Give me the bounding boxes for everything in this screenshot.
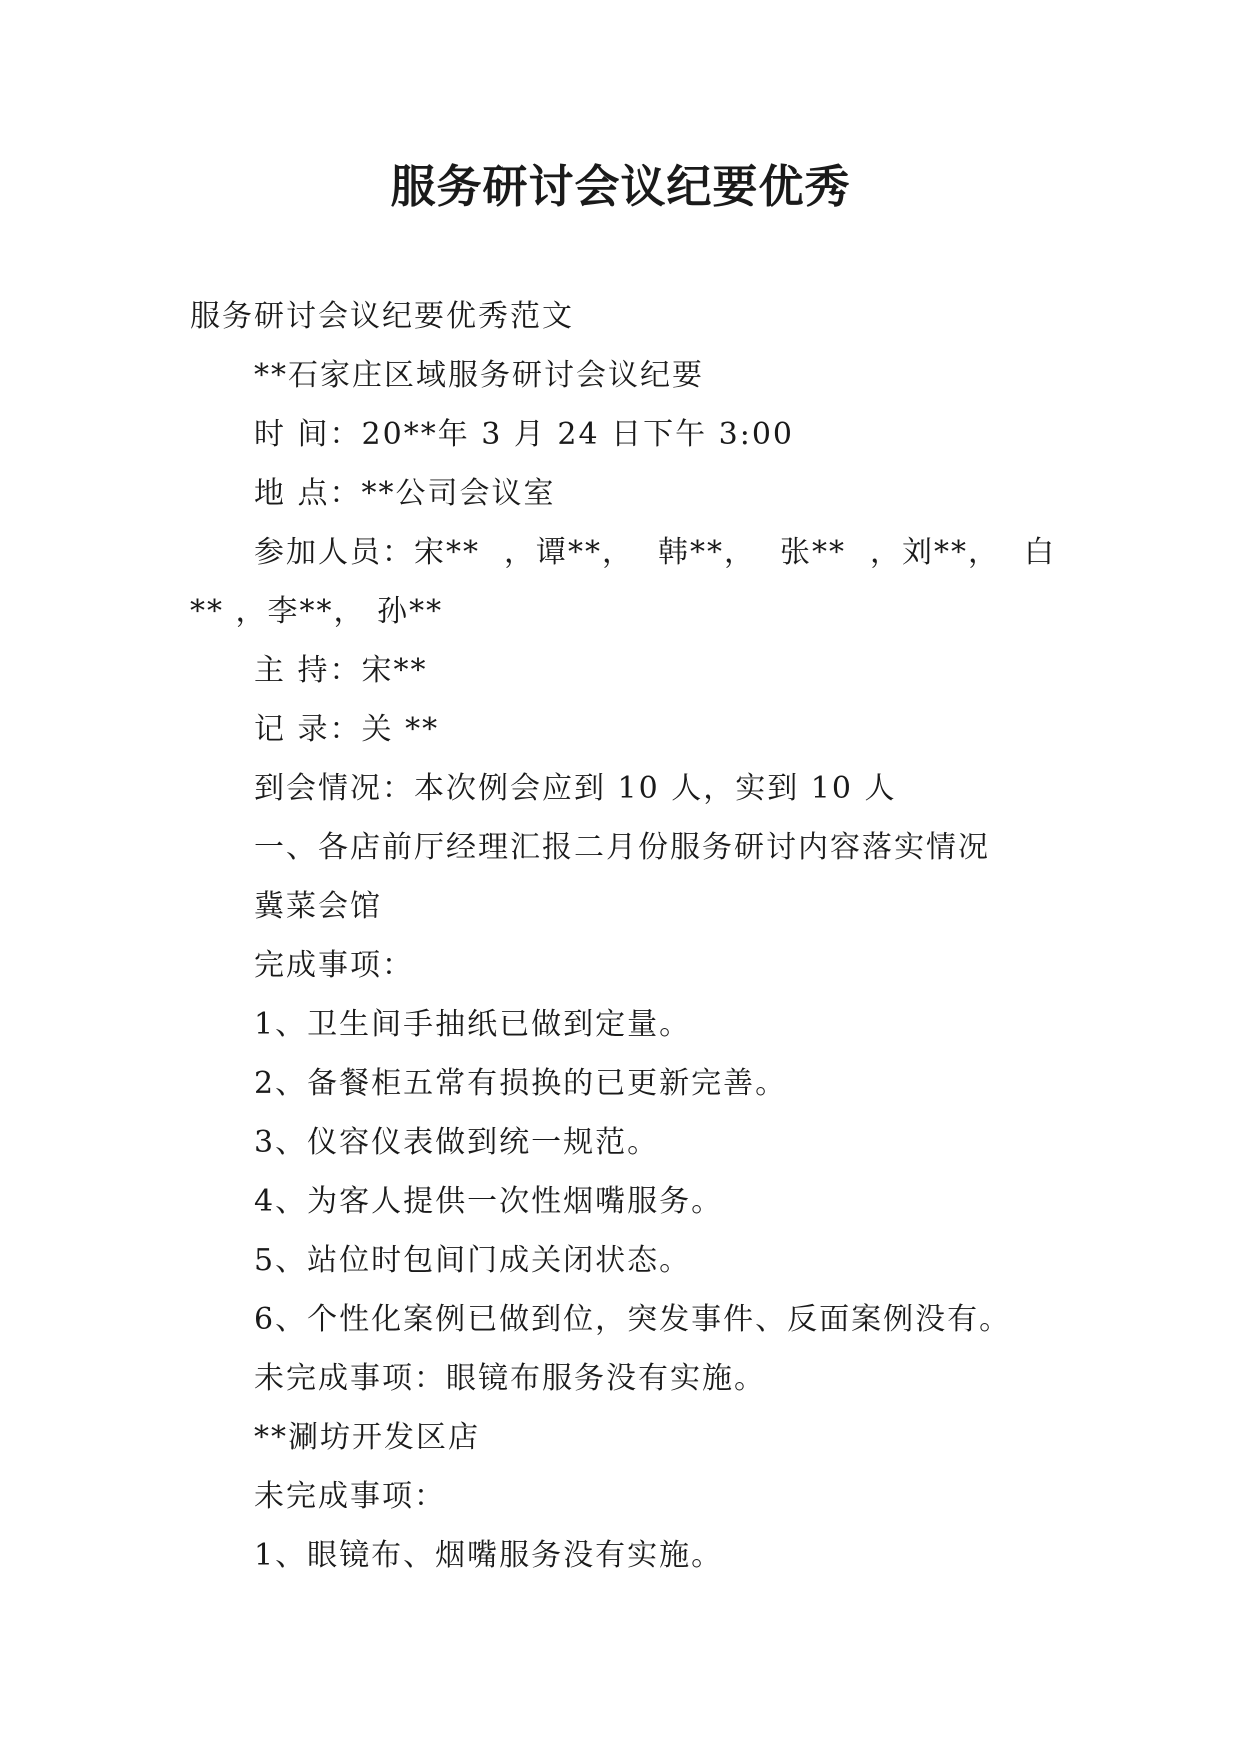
meeting-attendance: 到会情况：本次例会应到 10 人，实到 10 人: [254, 771, 897, 806]
done-item: 3、仪容仪表做到统一规范。: [254, 1125, 660, 1160]
undone-label: 未完成事项：: [254, 1479, 446, 1514]
document-body: [190, 287, 1056, 1585]
done-item: 6、个性化案例已做到位，突发事件、反面案例没有。: [254, 1302, 1012, 1337]
attendees-part: 参加人员：宋**: [254, 535, 480, 570]
undone-summary: 未完成事项：眼镜布服务没有实施。: [254, 1361, 766, 1396]
meeting-time: 时 间：20**年 3 月 24 日下午 3:00: [254, 417, 795, 452]
meeting-attendees-line1: [190, 523, 1056, 582]
meeting-place: 地 点：**公司会议室: [254, 476, 556, 511]
attendees-part: ，刘**，: [870, 535, 1000, 570]
attendees-part: 韩**，: [658, 535, 756, 570]
document-subtitle: 服务研讨会议纪要优秀范文: [190, 299, 574, 334]
meeting-attendees-line2: ** ，李**， 孙**: [190, 594, 444, 629]
undone-item: 1、眼镜布、烟嘴服务没有实施。: [254, 1538, 724, 1573]
store-name: 冀菜会馆: [254, 889, 382, 924]
done-item: 5、站位时包间门成关闭状态。: [254, 1243, 692, 1278]
done-item: 1、卫生间手抽纸已做到定量。: [254, 1007, 692, 1042]
attendees-part: ，谭**，: [504, 535, 634, 570]
meeting-recorder: 记 录：关 **: [254, 712, 440, 747]
done-item: 2、备餐柜五常有损换的已更新完善。: [254, 1066, 788, 1101]
done-item: 4、为客人提供一次性烟嘴服务。: [254, 1184, 724, 1219]
meeting-heading: **石家庄区域服务研讨会议纪要: [254, 358, 704, 393]
attendees-part: 张**: [780, 535, 846, 570]
store-name: **涮坊开发区店: [254, 1420, 480, 1455]
document-title: 服务研讨会议纪要优秀: [390, 160, 851, 213]
meeting-host: 主 持：宋**: [254, 653, 428, 688]
attendees-part: 白: [1024, 535, 1056, 570]
section-title: 一、各店前厅经理汇报二月份服务研讨内容落实情况: [254, 830, 990, 865]
done-label: 完成事项：: [254, 948, 414, 983]
